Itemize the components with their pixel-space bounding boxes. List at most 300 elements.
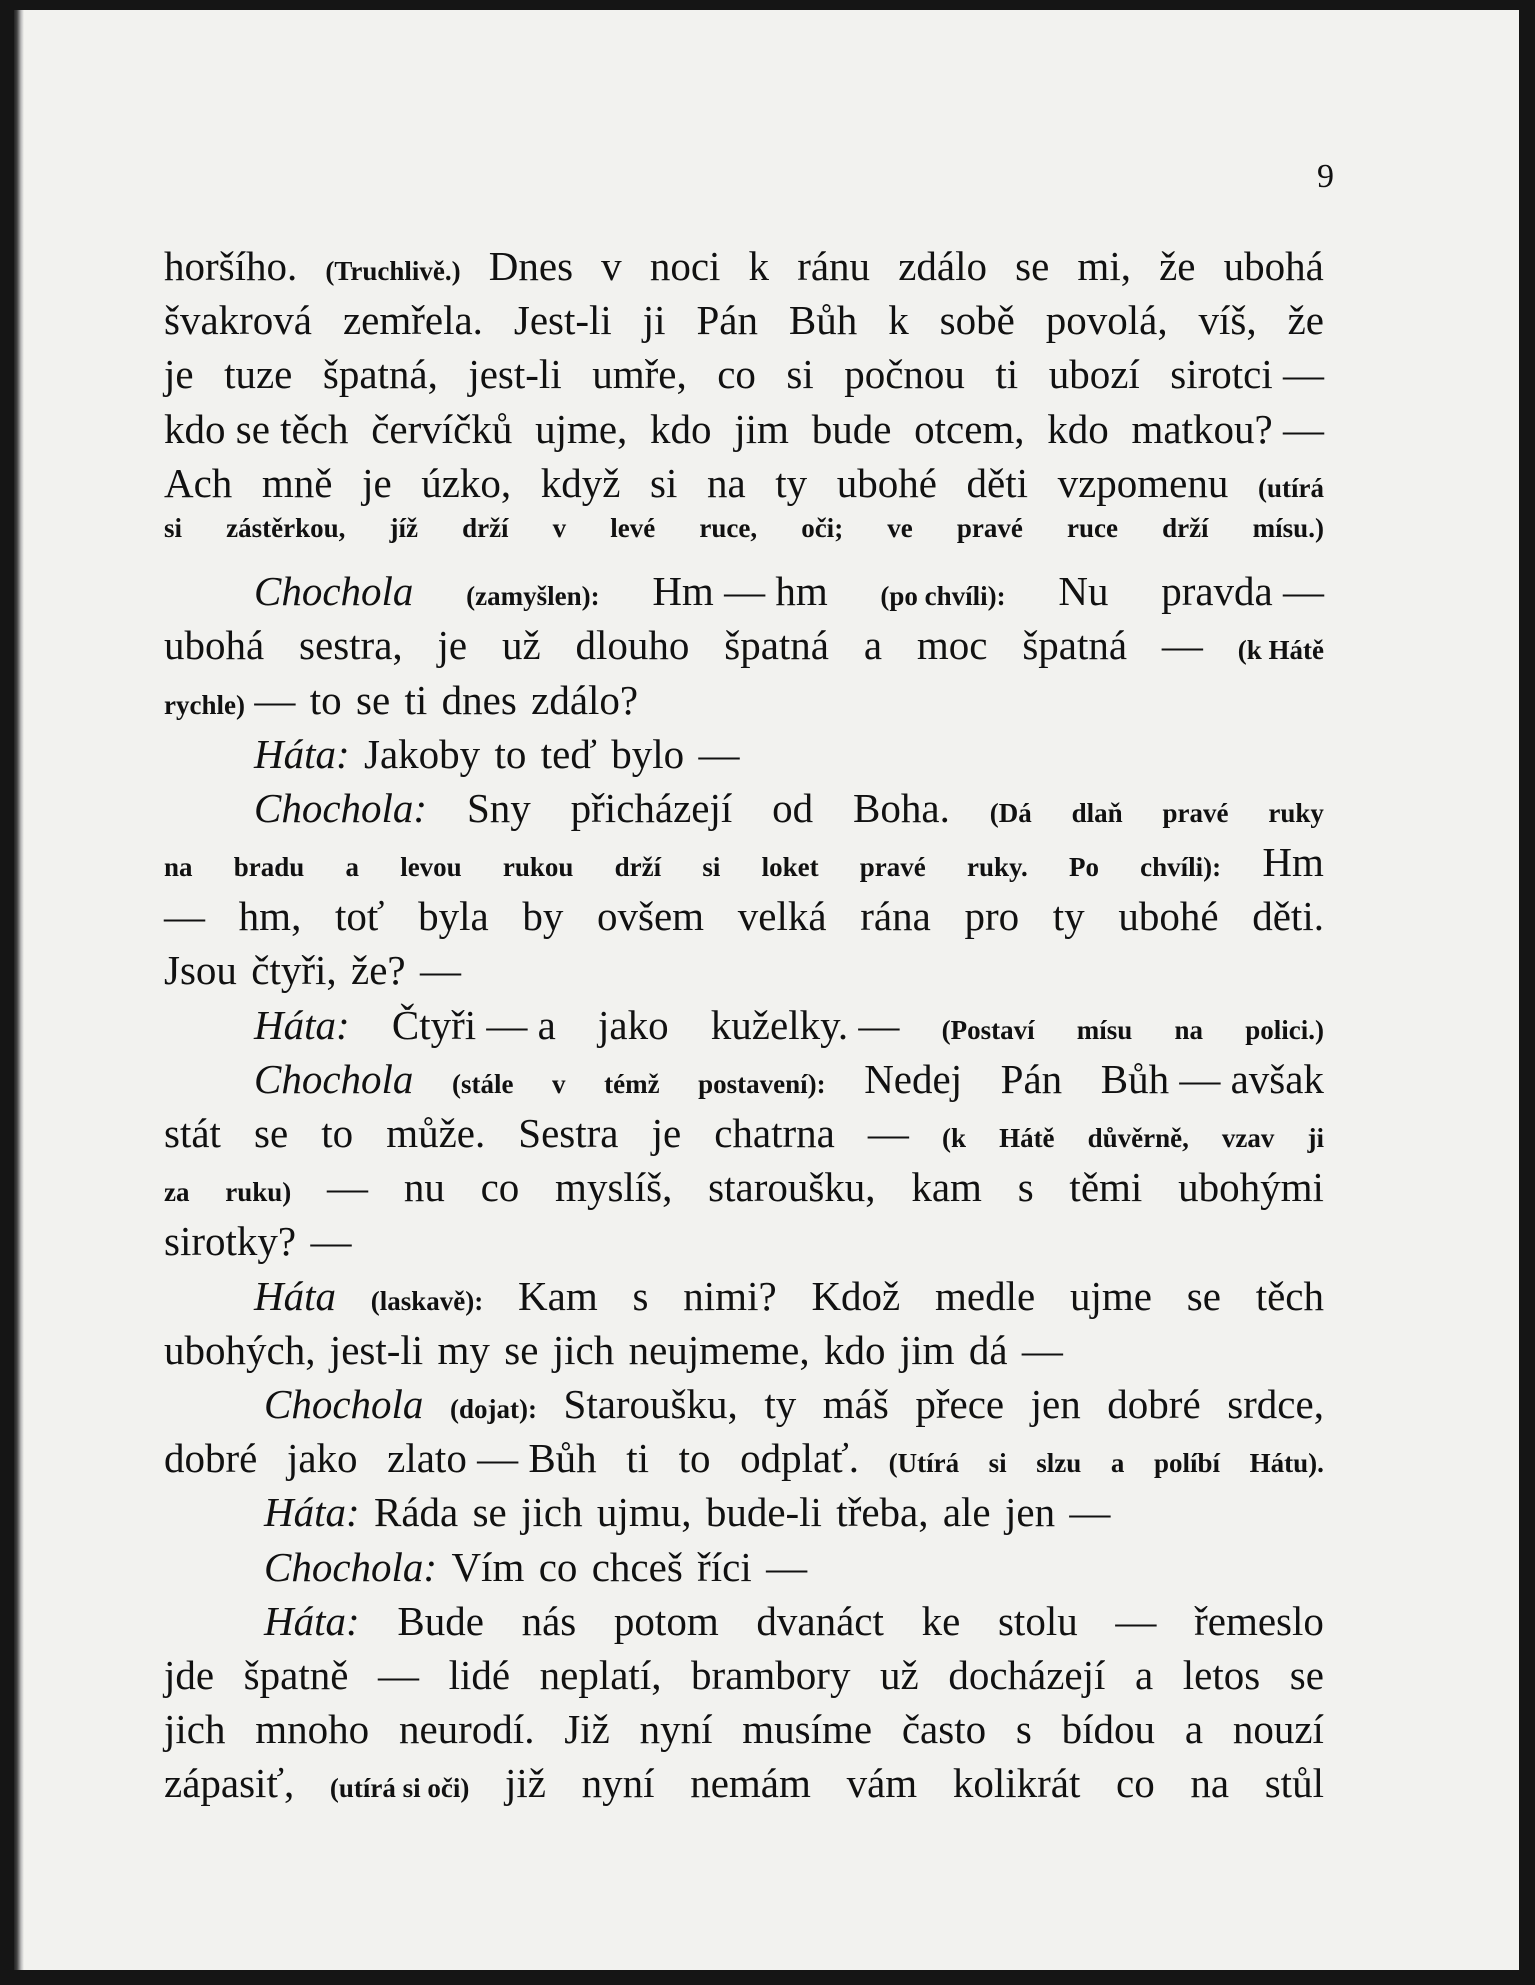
text-line — [164, 567, 1324, 621]
word: — — [698, 730, 740, 777]
word: Bůh — avšak — [1100, 1055, 1324, 1102]
word: teď — [540, 730, 597, 777]
word: nouzí — [1232, 1706, 1324, 1753]
speaker-name: Háta: — [264, 1489, 360, 1536]
word: v — [601, 243, 622, 289]
word: co — [538, 1543, 578, 1590]
word: mi, — [1077, 243, 1131, 289]
text-line — [164, 1109, 1324, 1163]
word: Jest-li — [513, 297, 612, 344]
word: ty — [775, 459, 808, 506]
binding-gutter — [14, 10, 24, 1970]
word: zdálo — [898, 243, 987, 289]
word: s — [1017, 1164, 1034, 1211]
word: rána — [860, 893, 931, 940]
word: úzko, — [421, 459, 512, 506]
text-line — [164, 1705, 1324, 1759]
stage-direction: drží — [462, 512, 509, 543]
text-line — [164, 1326, 1324, 1380]
stage-direction: pravé — [859, 852, 926, 883]
stage-direction: (Postaví — [941, 1014, 1035, 1045]
page-number: 9 — [1317, 158, 1334, 195]
word: to — [309, 676, 342, 723]
word: Bůh — [788, 297, 858, 344]
word: je — [164, 351, 194, 398]
stage-direction: jíž — [389, 512, 418, 543]
word: a — [1134, 1651, 1154, 1698]
word: co — [480, 1164, 520, 1211]
text-line — [164, 1001, 1324, 1055]
word: sirotci — — [1170, 351, 1324, 398]
stage-direction: ruce — [1066, 512, 1118, 543]
stage-direction: v — [552, 512, 567, 543]
word: jim — [899, 1326, 955, 1373]
word: zdálo? — [531, 676, 639, 723]
word: ubohá — [1223, 243, 1324, 289]
word: kam — [911, 1164, 982, 1211]
stage-direction: (dojat): — [449, 1393, 537, 1424]
stage-direction: (zamyšlen): — [466, 581, 600, 612]
word: že? — [351, 947, 406, 994]
word: s — [632, 1272, 649, 1319]
word: pravda — — [1161, 568, 1324, 615]
word: sirotky? — [164, 1218, 297, 1265]
word: potom — [613, 1597, 719, 1644]
word: špatná — [724, 622, 829, 669]
word: děti — [966, 459, 1029, 506]
word: — — [1021, 1326, 1063, 1373]
word: špatná — [1022, 622, 1128, 669]
word: jich — [521, 1489, 583, 1536]
word: jim — [734, 405, 789, 452]
stage-direction: mísu — [1076, 1014, 1133, 1045]
stage-direction: mísu.) — [1252, 512, 1324, 543]
word: jich — [164, 1706, 226, 1753]
text-line — [164, 1759, 1324, 1813]
word: ty — [1052, 893, 1085, 940]
word: se — [254, 1110, 289, 1156]
word: na — [1190, 1760, 1230, 1807]
word: zápasiť, — [164, 1760, 295, 1807]
word: může. — [386, 1110, 486, 1156]
word: — — [1069, 1489, 1111, 1536]
word: nyní — [581, 1760, 655, 1807]
stage-direction: ruce, — [699, 512, 758, 543]
word: dvanáct — [756, 1597, 884, 1644]
word: přicházejí — [570, 784, 733, 831]
word: řemeslo — [1194, 1597, 1324, 1644]
stage-direction: a — [345, 852, 359, 883]
word: sobě — [939, 297, 1015, 344]
stage-direction: (laskavě): — [370, 1285, 484, 1316]
word: je — [362, 459, 392, 506]
word: Staroušku, — [563, 1380, 738, 1427]
word: si — [650, 459, 678, 506]
word: nu — [403, 1164, 445, 1211]
stage-direction: rychle) — [164, 689, 245, 720]
word: špatná, — [322, 351, 438, 398]
text-line — [164, 242, 1324, 296]
word: jest-li — [468, 351, 562, 398]
word: třeba, — [836, 1489, 929, 1536]
word: že — [1287, 297, 1324, 344]
word: bylo — [611, 730, 685, 777]
text-line — [164, 350, 1324, 404]
word: už — [880, 1651, 919, 1698]
stage-direction: důvěrně, — [1087, 1123, 1189, 1153]
word: ubohé — [836, 459, 937, 506]
word: švakrová — [164, 297, 313, 344]
word: kolikrát — [952, 1760, 1081, 1807]
word: ubohými — [1178, 1164, 1324, 1211]
stage-direction: drží — [1162, 512, 1209, 543]
word: nás — [521, 1597, 577, 1644]
word: — — [327, 1164, 369, 1211]
text-line — [164, 892, 1324, 946]
text-line — [164, 1597, 1324, 1651]
stage-direction: (k Hátě — [1237, 635, 1324, 666]
word: bude — [811, 405, 892, 452]
word: že — [1159, 243, 1196, 289]
stage-direction: si — [164, 512, 183, 543]
word: velká — [737, 893, 827, 940]
stage-direction: ve — [887, 512, 913, 543]
speaker-name: Chochola — [254, 568, 414, 615]
word: horšího. — [164, 243, 298, 289]
stage-direction: (stále — [452, 1068, 514, 1099]
word: to — [678, 1435, 711, 1482]
word: ke — [921, 1597, 961, 1644]
word: dlouho — [575, 622, 690, 669]
word: kdo — [650, 405, 712, 452]
word: — — [766, 1543, 808, 1590]
word: dobré — [164, 1435, 258, 1482]
word: k — [748, 243, 770, 289]
word: lidé — [448, 1651, 511, 1698]
word: Kdož — [811, 1272, 901, 1319]
word: nimi? — [683, 1272, 777, 1319]
stage-direction: drží — [614, 852, 662, 883]
stage-direction: ruku) — [225, 1177, 292, 1208]
speaker-name: Háta: — [254, 1001, 350, 1048]
word: jako — [598, 1001, 669, 1048]
stage-direction: pravé — [956, 512, 1023, 543]
word: Ráda — [374, 1489, 459, 1536]
word: víš, — [1198, 297, 1257, 344]
word: Hm — [1262, 839, 1324, 886]
word: ti — [626, 1435, 650, 1482]
stage-direction: pravé — [1162, 797, 1229, 828]
word: s — [1015, 1706, 1032, 1753]
stage-direction: za — [164, 1177, 190, 1208]
speaker-name: Chochola: — [254, 784, 428, 831]
word: se — [472, 1489, 507, 1536]
word: by — [522, 893, 564, 940]
word: stolu — [997, 1597, 1078, 1644]
word: Boha. — [853, 784, 950, 831]
word: co — [717, 351, 756, 398]
stage-direction: zástěrkou, — [226, 512, 346, 543]
stage-direction: levou — [400, 852, 462, 883]
word: ji — [642, 297, 666, 344]
text-line — [164, 459, 1324, 513]
word: na — [706, 459, 746, 506]
word: staroušku, — [708, 1164, 876, 1211]
word: my — [437, 1326, 490, 1373]
word: již — [505, 1760, 546, 1807]
stage-direction: postavení): — [698, 1068, 826, 1099]
word: — — [254, 676, 296, 723]
text-line — [164, 1488, 1324, 1542]
word: — — [1115, 1597, 1157, 1644]
word: ubohé — [1118, 893, 1219, 940]
text-line — [164, 1380, 1324, 1434]
word: děti. — [1252, 893, 1324, 940]
stage-direction: polici.) — [1245, 1014, 1324, 1045]
stage-direction: témž — [604, 1068, 660, 1099]
text-line — [164, 1055, 1324, 1109]
word: ubozí — [1048, 351, 1140, 398]
text-line — [164, 676, 1324, 730]
word: kdo — [1047, 405, 1109, 452]
word: zemřela. — [342, 297, 483, 344]
stage-direction: (utírá — [1257, 472, 1324, 503]
word: se — [1186, 1272, 1221, 1319]
word: — — [378, 1651, 419, 1698]
word: Dnes — [488, 243, 574, 289]
word: když — [540, 459, 621, 506]
word: ale — [942, 1489, 991, 1536]
speaker-name: Chochola: — [264, 1543, 438, 1590]
stage-direction: oči; — [801, 512, 844, 543]
word: letos — [1182, 1651, 1261, 1698]
word: ránu — [797, 243, 871, 289]
word: kuželky. — — [710, 1001, 900, 1048]
word: přece — [915, 1380, 1005, 1427]
word: ujme — [1070, 1272, 1152, 1319]
word: ujmu, — [596, 1489, 692, 1536]
word: to — [321, 1110, 354, 1156]
word: stůl — [1264, 1760, 1324, 1807]
word: se — [1289, 1651, 1324, 1698]
word: Pán — [1000, 1055, 1063, 1102]
word: jest-li — [329, 1326, 424, 1373]
word: se — [356, 676, 391, 723]
word: říci — [697, 1543, 752, 1590]
stage-direction: rukou — [502, 852, 574, 883]
word: dá — [968, 1326, 1008, 1373]
stage-direction: (po chvíli): — [880, 581, 1006, 612]
stage-direction: si — [988, 1448, 1007, 1479]
word: od — [772, 784, 814, 831]
word: už — [501, 622, 541, 669]
word: chatrna — [714, 1110, 835, 1156]
stage-direction: Hátu). — [1249, 1448, 1324, 1479]
stage-direction: loket — [761, 852, 819, 883]
word: Vím — [451, 1543, 525, 1590]
stage-direction: (k — [941, 1123, 966, 1153]
word: nemám — [690, 1760, 811, 1807]
word: moc — [916, 622, 988, 669]
word: Jsou — [164, 947, 237, 994]
word: těmi — [1069, 1164, 1143, 1211]
word: Čtyři — a — [391, 1001, 556, 1048]
text-line — [164, 838, 1324, 892]
text-line — [164, 730, 1324, 784]
stage-direction: v — [552, 1068, 566, 1099]
text-body — [164, 242, 1324, 1813]
word: Jakoby — [364, 730, 481, 777]
word: brambory — [691, 1651, 851, 1698]
word: ubohých, — [164, 1326, 316, 1373]
word: kdo — [823, 1326, 886, 1373]
word: musíme — [742, 1706, 873, 1753]
speaker-name: Chochola — [264, 1380, 424, 1427]
stage-direction: (Dá — [989, 797, 1032, 828]
word: je — [651, 1110, 682, 1156]
speaker-name: Háta: — [254, 730, 350, 777]
text-line — [164, 1543, 1324, 1597]
word: Nedej — [864, 1055, 963, 1102]
word: vám — [846, 1760, 918, 1807]
stage-direction: ruky. — [966, 852, 1028, 883]
word: Nu — [1058, 568, 1109, 615]
word: stát — [164, 1110, 221, 1156]
word: — — [419, 947, 461, 994]
word: otcem, — [914, 405, 1025, 452]
word: si — [786, 351, 814, 398]
word: Sny — [466, 784, 531, 831]
word: Sestra — [518, 1110, 619, 1156]
stage-direction: si — [702, 852, 721, 883]
word: mně — [261, 459, 333, 506]
word: neujmeme, — [628, 1326, 810, 1373]
word: ti — [995, 351, 1019, 398]
word: dnes — [441, 676, 517, 723]
word: je — [437, 622, 468, 669]
word: byla — [418, 893, 489, 940]
word: nyní — [639, 1706, 713, 1753]
stage-direction: Po — [1068, 852, 1099, 883]
text-line — [164, 405, 1324, 459]
word: sestra, — [299, 622, 403, 669]
word: Bude — [397, 1597, 484, 1644]
book-page — [14, 10, 1519, 1970]
word: máš — [822, 1380, 889, 1427]
word: bude-li — [705, 1489, 822, 1536]
speaker-name: Háta — [254, 1272, 336, 1319]
text-line — [164, 1272, 1324, 1326]
text-line — [164, 513, 1324, 567]
stage-direction: a — [1110, 1448, 1125, 1479]
word: myslíš, — [555, 1164, 673, 1211]
word: matkou? — — [1131, 405, 1324, 452]
stage-direction: (Utírá — [888, 1448, 960, 1479]
word: kdo se těch — [164, 405, 349, 452]
word: Ach — [164, 459, 233, 506]
word: těch — [1255, 1272, 1324, 1319]
speaker-name: Háta: — [264, 1597, 360, 1644]
stage-direction: Hátě — [999, 1123, 1055, 1153]
word: a — [863, 622, 883, 669]
word: hm, — [238, 893, 302, 940]
word: počnou — [844, 351, 965, 398]
word: a — [1184, 1706, 1204, 1753]
stage-direction: bradu — [233, 852, 305, 883]
text-line — [164, 1217, 1324, 1271]
word: ujme, — [535, 405, 628, 452]
stage-direction: vzav — [1221, 1123, 1275, 1153]
word: ovšem — [597, 893, 705, 940]
stage-direction: na — [164, 852, 193, 883]
word: zlato — Bůh — [387, 1435, 597, 1482]
word: jde — [164, 1651, 215, 1698]
word: jich — [552, 1326, 615, 1373]
text-line — [164, 1434, 1324, 1488]
text-line — [164, 296, 1324, 350]
word: toť — [335, 893, 385, 940]
word: srdce, — [1227, 1380, 1324, 1427]
word: povolá, — [1045, 297, 1168, 344]
word: Kam — [518, 1272, 598, 1319]
word: co — [1116, 1760, 1155, 1807]
word: čtyři, — [251, 947, 337, 994]
stage-direction: chvíli): — [1140, 852, 1222, 883]
text-line — [164, 621, 1324, 675]
word: ty — [764, 1380, 797, 1427]
word: — — [867, 1110, 909, 1156]
word: jen — [1030, 1380, 1081, 1427]
word: Hm — hm — [652, 568, 828, 615]
stage-direction: slzu — [1036, 1448, 1082, 1479]
word: ubohá — [164, 622, 265, 669]
word: odplať. — [740, 1435, 860, 1482]
stage-direction: políbí — [1153, 1448, 1221, 1479]
word: — — [164, 893, 205, 940]
text-line — [164, 946, 1324, 1000]
word: tuze — [224, 351, 293, 398]
word: to — [494, 730, 527, 777]
word: neplatí, — [539, 1651, 662, 1698]
stage-direction: dlaň — [1071, 797, 1123, 828]
stage-direction: levé — [610, 512, 656, 543]
stage-direction: (Truchlivě.) — [325, 256, 461, 286]
word: často — [901, 1706, 987, 1753]
word: docházejí — [948, 1651, 1106, 1698]
stage-direction: ji — [1307, 1123, 1324, 1153]
word: neurodí. — [398, 1706, 535, 1753]
word: — — [310, 1218, 352, 1265]
word: se — [1015, 243, 1050, 289]
word: špatně — [243, 1651, 349, 1698]
word: vzpomenu — [1057, 459, 1229, 506]
word: dobré — [1107, 1380, 1201, 1427]
word: pro — [964, 893, 1020, 940]
word: ti — [404, 676, 428, 723]
word: medle — [935, 1272, 1036, 1319]
text-line — [164, 784, 1324, 838]
word: umře, — [592, 351, 687, 398]
word: k — [888, 297, 909, 344]
word: Již — [564, 1706, 610, 1753]
word: se — [504, 1326, 539, 1373]
stage-direction: (utírá si oči) — [329, 1773, 470, 1804]
word: jako — [286, 1435, 358, 1482]
word: bídou — [1061, 1706, 1156, 1753]
stage-direction: ruky — [1268, 797, 1324, 828]
text-line — [164, 1163, 1324, 1217]
text-line — [164, 1651, 1324, 1705]
